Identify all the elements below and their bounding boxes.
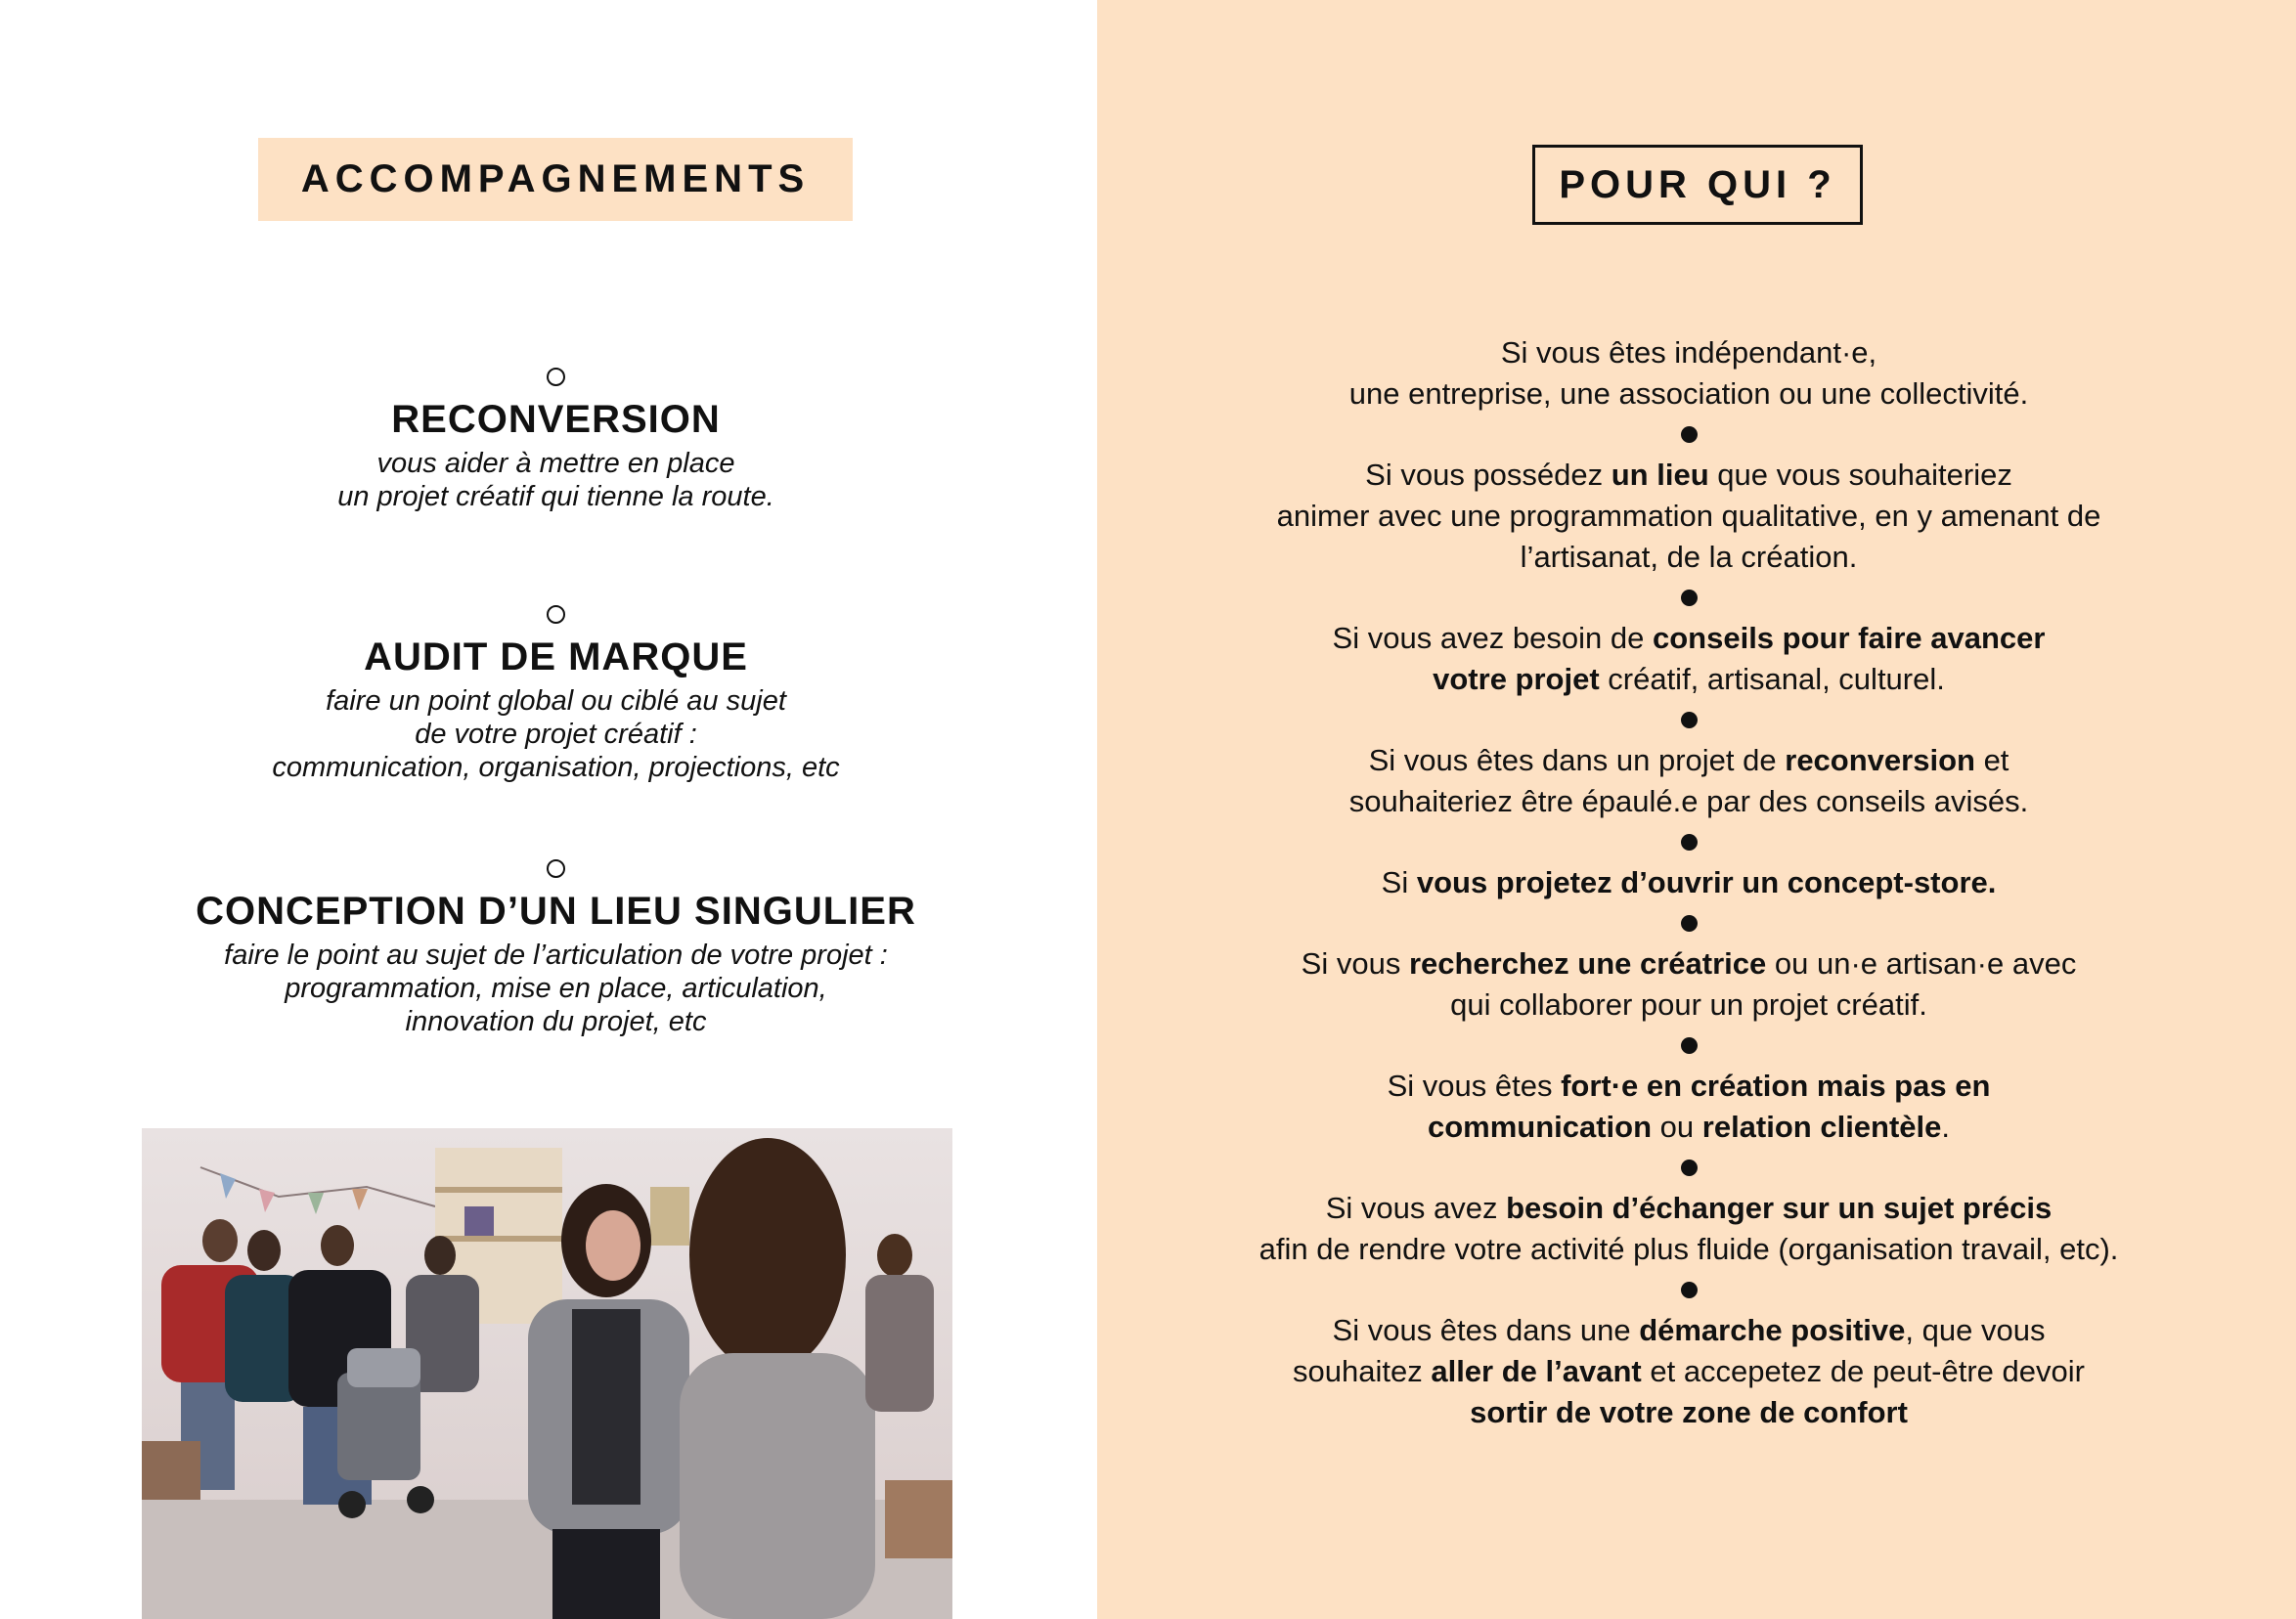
criteria-text-bold: un lieu: [1611, 458, 1709, 492]
criteria-text: que vous souhaiteriez: [1708, 458, 2012, 492]
service-title: CONCEPTION D’UN LIEU SINGULIER: [196, 890, 916, 933]
criteria-line: [1195, 659, 2183, 700]
criteria-text: créatif, artisanal, culturel.: [1599, 662, 1945, 696]
accompagnements-heading: ACCOMPAGNEMENTS: [258, 138, 853, 221]
criteria-line: [1195, 1066, 2183, 1107]
criteria-item: [1195, 1188, 2183, 1270]
criteria-item: [1195, 618, 2183, 700]
criteria-text: Si vous êtes indépendant·e,: [1500, 335, 1877, 370]
criteria-text-bold: sortir de votre zone de confort: [1470, 1395, 1908, 1429]
criteria-line: [1195, 781, 2183, 822]
criteria-text: souhaiteriez être épaulé.e par des conseils avisés.: [1348, 784, 2029, 818]
criteria-text-bold: conseils pour faire avancer: [1652, 621, 2046, 655]
criteria-text: Si vous: [1301, 946, 1409, 981]
criteria-text-bold: votre projet: [1433, 662, 1600, 696]
bullet-dot-icon: [1681, 1160, 1698, 1176]
circle-bullet-icon: [547, 368, 565, 386]
left-page: [0, 0, 1097, 1619]
criteria-line: [1195, 1229, 2183, 1270]
criteria-text: ou: [1652, 1110, 1702, 1144]
criteria-text: Si vous êtes dans un projet de: [1368, 743, 1786, 777]
criteria-line: [1195, 1351, 2183, 1392]
criteria-text-bold: fort·e en création mais pas en: [1561, 1069, 1991, 1103]
criteria-text: Si vous êtes: [1387, 1069, 1562, 1103]
criteria-line: [1195, 455, 2183, 496]
service-description: vous aider à mettre en place un projet créatif qui tienne la route.: [337, 448, 774, 512]
bullet-dot-icon: [1681, 590, 1698, 606]
service-audit-de-marque: [98, 605, 1014, 784]
criteria-text-bold: vous projetez d’ouvrir un concept-store.: [1416, 865, 1997, 899]
criteria-text-bold: démarche positive: [1639, 1313, 1906, 1347]
criteria-item: [1195, 862, 2183, 903]
criteria-text: .: [1941, 1110, 1951, 1144]
criteria-line: [1195, 537, 2183, 578]
pour-qui-heading: POUR QUI ?: [1532, 145, 1863, 225]
criteria-line: [1195, 862, 2183, 903]
criteria-text-bold: reconversion: [1785, 743, 1975, 777]
bullet-dot-icon: [1681, 426, 1698, 443]
criteria-line: [1195, 1107, 2183, 1148]
criteria-text-bold: besoin d’échanger sur un sujet précis: [1506, 1191, 2053, 1225]
criteria-text: Si vous avez besoin de: [1332, 621, 1653, 655]
criteria-text: une entreprise, une association ou une collectivité.: [1348, 376, 2029, 411]
criteria-line: [1195, 943, 2183, 985]
criteria-item: [1195, 455, 2183, 578]
criteria-line: [1195, 332, 2183, 373]
service-description: faire le point au sujet de l’articulation de votre projet : programmation, mise en place, articulation, innovation du projet, etc: [224, 940, 888, 1037]
criteria-text: et accepetez de peut-être devoir: [1641, 1354, 2085, 1388]
criteria-item: [1195, 1310, 2183, 1433]
service-description: faire un point global ou ciblé au sujet de votre projet créatif : communication, organisation, projections, etc: [272, 685, 840, 783]
service-reconversion: [98, 368, 1014, 513]
criteria-text: qui collaborer pour un projet créatif.: [1450, 987, 1927, 1022]
service-title: RECONVERSION: [391, 398, 721, 441]
criteria-item: [1195, 740, 2183, 822]
criteria-line: [1195, 1310, 2183, 1351]
criteria-text: Si: [1381, 865, 1417, 899]
criteria-text-bold: recherchez une créatrice: [1408, 946, 1767, 981]
criteria-text: Si vous possédez: [1365, 458, 1612, 492]
bullet-dot-icon: [1681, 1037, 1698, 1054]
criteria-text: animer avec une programmation qualitative, en y amenant de: [1276, 499, 2101, 533]
criteria-text: ou un·e artisan·e avec: [1766, 946, 2077, 981]
criteria-text-bold: relation clientèle: [1701, 1110, 1942, 1144]
event-photo: [142, 1128, 952, 1619]
criteria-text: et: [1974, 743, 2009, 777]
criteria-text: , que vous: [1905, 1313, 2046, 1347]
criteria-line: [1195, 373, 2183, 415]
criteria-line: [1195, 1188, 2183, 1229]
criteria-text: afin de rendre votre activité plus fluide (organisation travail, etc).: [1258, 1232, 2119, 1266]
bullet-dot-icon: [1681, 1282, 1698, 1298]
bullet-dot-icon: [1681, 712, 1698, 728]
criteria-line: [1195, 496, 2183, 537]
criteria-line: [1195, 985, 2183, 1026]
criteria-text-bold: aller de l’avant: [1431, 1354, 1642, 1388]
criteria-item: [1195, 943, 2183, 1026]
circle-bullet-icon: [547, 859, 565, 878]
bullet-dot-icon: [1681, 915, 1698, 932]
criteria-line: [1195, 740, 2183, 781]
criteria-line: [1195, 1392, 2183, 1433]
criteria-text: l’artisanat, de la création.: [1520, 540, 1858, 574]
criteria-text: souhaitez: [1293, 1354, 1432, 1388]
service-conception-lieu: [98, 859, 1014, 1038]
criteria-text-bold: communication: [1427, 1110, 1653, 1144]
service-title: AUDIT DE MARQUE: [364, 635, 748, 678]
criteria-text: Si vous avez: [1325, 1191, 1507, 1225]
criteria-list: [1195, 332, 2183, 1433]
criteria-line: [1195, 618, 2183, 659]
criteria-item: [1195, 1066, 2183, 1148]
criteria-item: [1195, 332, 2183, 415]
criteria-text: Si vous êtes dans une: [1332, 1313, 1640, 1347]
bullet-dot-icon: [1681, 834, 1698, 851]
circle-bullet-icon: [547, 605, 565, 624]
